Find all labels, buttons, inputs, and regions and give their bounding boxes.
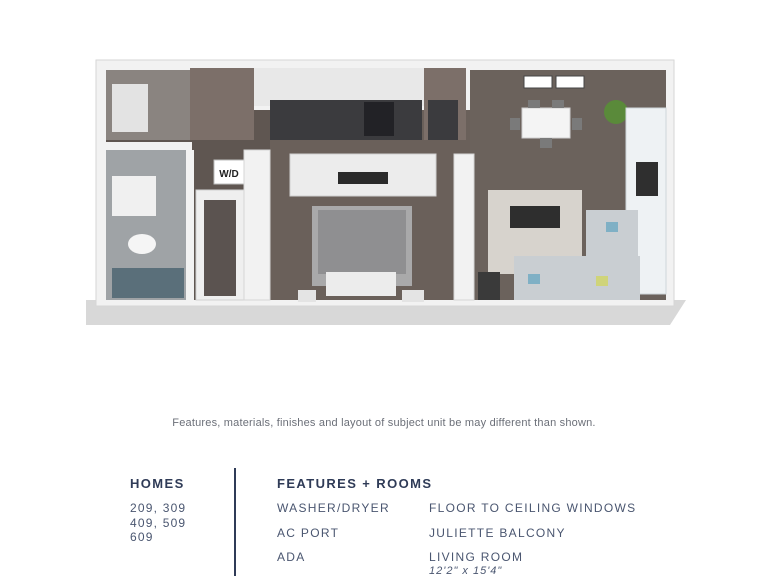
homes-line: 209, 309 [130, 501, 187, 515]
stove [364, 102, 394, 136]
toilet [128, 234, 156, 254]
nightstand-right [402, 290, 424, 302]
interior-wall [244, 150, 270, 300]
feature-ac-port: AC PORT [277, 526, 340, 540]
nightstand-left [298, 290, 316, 302]
side-table [478, 272, 500, 300]
feature-ada: ADA [277, 550, 306, 564]
homes-line: 409, 509 [130, 515, 187, 530]
living-room-dimensions: 12'2" x 15'4" [429, 565, 503, 577]
plant [604, 100, 628, 124]
bathroom-vanity [112, 176, 156, 216]
homes-heading: HOMES [130, 476, 185, 491]
feature-juliette-balcony: JULIETTE BALCONY [429, 526, 566, 540]
feature-washer-dryer: WASHER/DRYER [277, 501, 390, 515]
tv [338, 172, 388, 184]
features-heading: FEATURES + ROOMS [277, 476, 433, 491]
bathtub [112, 268, 184, 298]
kitchen-counter [270, 100, 422, 140]
dining-table [522, 108, 570, 138]
section-divider [234, 468, 236, 576]
feature-living-room: LIVING ROOM [429, 550, 524, 564]
disclaimer-text: Features, materials, finishes and layout of subject unit be may different than shown. [172, 417, 596, 429]
washer-dryer-label: W/D [219, 169, 239, 180]
feature-floor-to-ceiling-windows: FLOOR TO CEILING WINDOWS [429, 501, 637, 515]
kitchen-cabinet-left [190, 68, 254, 140]
coffee-table [510, 206, 560, 228]
homes-line: 609 [130, 530, 154, 544]
homes-list [130, 501, 186, 545]
